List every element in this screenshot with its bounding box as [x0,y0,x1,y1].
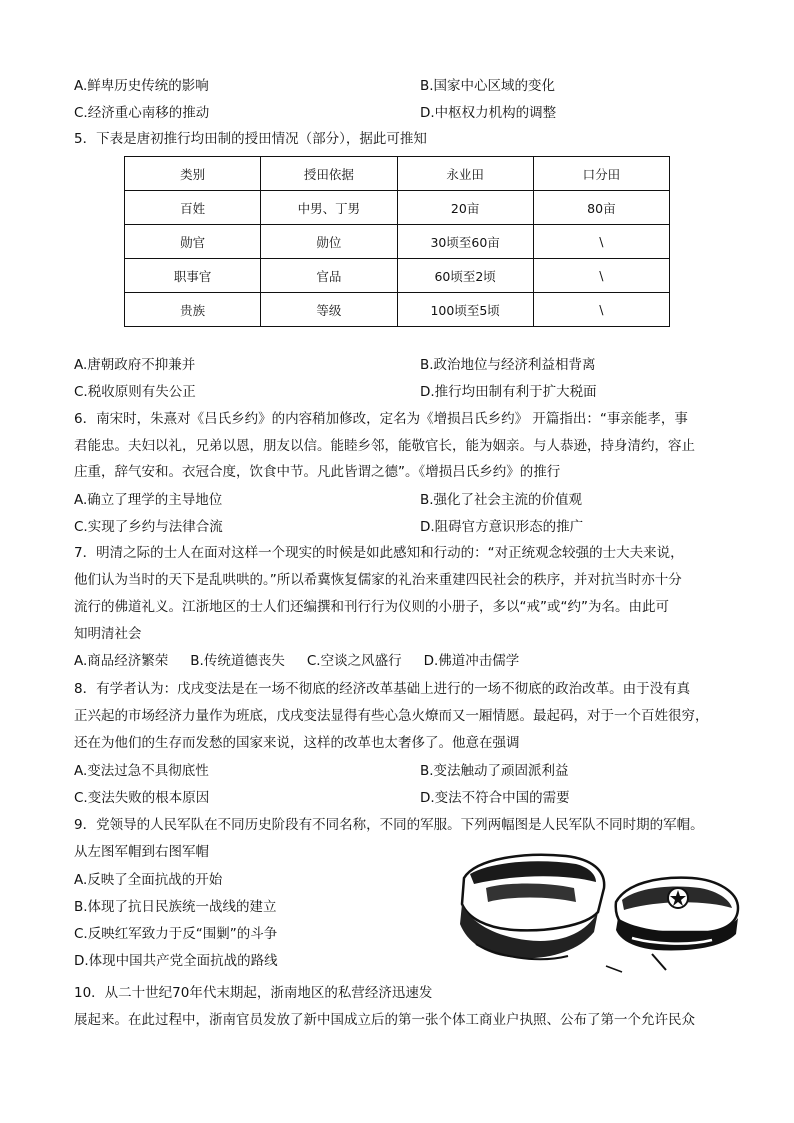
table-row [125,191,670,225]
q7-option-b: B.传统道德丧失 [190,653,285,669]
q7-line: 7．明清之际的士人在面对这样一个现实的时候是如此感知和行动的：“对正统观念较强的士大夫来说， [74,545,684,561]
q7-option-a: A.商品经济繁荣 [74,653,169,669]
q7-option-c: C.空谈之风盛行 [306,653,402,669]
table-cell: \ [533,293,669,327]
q8-option-b: B.变法触动了顽固派利益 [420,763,569,779]
table-cell: 等级 [261,293,397,327]
table-cell: 中男、丁男 [261,191,397,225]
table-cell: 百姓 [125,191,261,225]
q6-line: 庄重，辞气安和。衣冠合度，饮食中节。凡此皆谓之德”。《增损吕氏乡约》的推行 [74,464,561,480]
q9-option-a: A.反映了全面抗战的开始 [74,872,223,888]
q4-option-c: C.经济重心南移的推动 [74,105,210,121]
q7-line: 流行的佛道礼义。江浙地区的士人们还编撰和刊行行为仪则的小册子，多以“戒”或“约”为名。由此可 [74,599,669,615]
q5-option-d: D.推行均田制有利于扩大税面 [420,384,597,400]
q7-option-d: D.佛道冲击儒学 [423,653,520,669]
q6-option-b: B.强化了社会主流的价值观 [420,492,583,508]
q6-option-d: D.阻碍官方意识形态的推广 [420,519,584,535]
table-cell: 官品 [261,259,397,293]
q8-option-d: D.变法不符合中国的需要 [420,790,570,806]
q7-line: 知明清社会 [74,626,142,642]
table-cell: 60顷至2顷 [397,259,533,293]
table-cell: 职事官 [125,259,261,293]
table-cell: 100顷至5顷 [397,293,533,327]
table-row [125,293,670,327]
q8-line: 还在为他们的生存而发愁的国家来说，这样的改革也太奢侈了。他意在强调 [74,735,520,751]
q6-option-a: A.确立了理学的主导地位 [74,492,223,508]
q7-options-row [74,652,541,670]
military-caps-image [456,848,746,982]
table-header-cell: 永业田 [397,157,533,191]
q9-option-b: B.体现了抗日民族统一战线的建立 [74,899,277,915]
q7-line: 他们认为当时的天下是乱哄哄的。”所以希冀恢复儒家的礼治来重建四民社会的秩序，并对抗当时亦十分 [74,572,682,588]
table-header-cell: 授田依据 [261,157,397,191]
q9-line: 从左图军帽到右图军帽 [74,844,209,860]
q6-line: 君能忠。夫妇以礼，兄弟以恩，朋友以信。能睦乡邻，能敬官长，能为姻亲。与人恭逊，持身清约，容止 [74,438,695,454]
table-row [125,259,670,293]
q5-option-a: A.唐朝政府不抑兼并 [74,357,196,373]
table-cell: \ [533,225,669,259]
table-cell: 20亩 [397,191,533,225]
table-header-row [125,157,670,191]
left-cap-icon [460,855,604,959]
table-cell: 贵族 [125,293,261,327]
q6-line: 6．南宋时，朱熹对《吕氏乡约》的内容稍加修改，定名为《增损吕氏乡约》 开篇指出：“事亲能孝，事 [74,411,688,427]
table-cell: 30顷至60亩 [397,225,533,259]
q8-line: 8．有学者认为：戊戌变法是在一场不彻底的经济改革基础上进行的一场不彻底的政治改革。由于没有真 [74,681,691,697]
q9-option-d: D.体现中国共产党全面抗战的路线 [74,953,278,969]
q5-option-c: C.税收原则有失公正 [74,384,196,400]
table-cell: \ [533,259,669,293]
right-cap-icon [606,878,738,972]
q5-stem: 5．下表是唐初推行均田制的授田情况（部分），据此可推知 [74,131,427,147]
q8-option-c: C.变法失败的根本原因 [74,790,210,806]
table-cell: 80亩 [533,191,669,225]
table-cell: 勋官 [125,225,261,259]
table-cell: 勋位 [261,225,397,259]
q5-option-b: B.政治地位与经济利益相背离 [420,357,596,373]
q4-option-a: A.鲜卑历史传统的影响 [74,78,209,94]
table-header-cell: 类别 [125,157,261,191]
q9-option-c: C.反映红军致力于反“围剿”的斗争 [74,926,278,942]
q4-option-d: D.中枢权力机构的调整 [420,105,557,121]
q10-line: 10．从二十世纪70年代末期起，浙南地区的私营经济迅速发 [74,985,433,1001]
q9-line: 9．党领导的人民军队在不同历史阶段有不同名称，不同的军服。下列两幅图是人民军队不同时期的军帽。 [74,817,704,833]
table-row [125,225,670,259]
q8-line: 正兴起的市场经济力量作为班底，戊戌变法显得有些心急火燎而又一厢情愿。最起码，对于一个百姓很穷， [74,708,709,724]
table-header-cell: 口分田 [533,157,669,191]
q6-option-c: C.实现了乡约与法律合流 [74,519,223,535]
q10-line: 展起来。在此过程中，浙南官员发放了新中国成立后的第一张个体工商业户执照、公布了第一个允许民众 [74,1012,695,1028]
land-grant-table [124,156,670,327]
q8-option-a: A.变法过急不具彻底性 [74,763,209,779]
q4-option-b: B.国家中心区域的变化 [420,78,556,94]
